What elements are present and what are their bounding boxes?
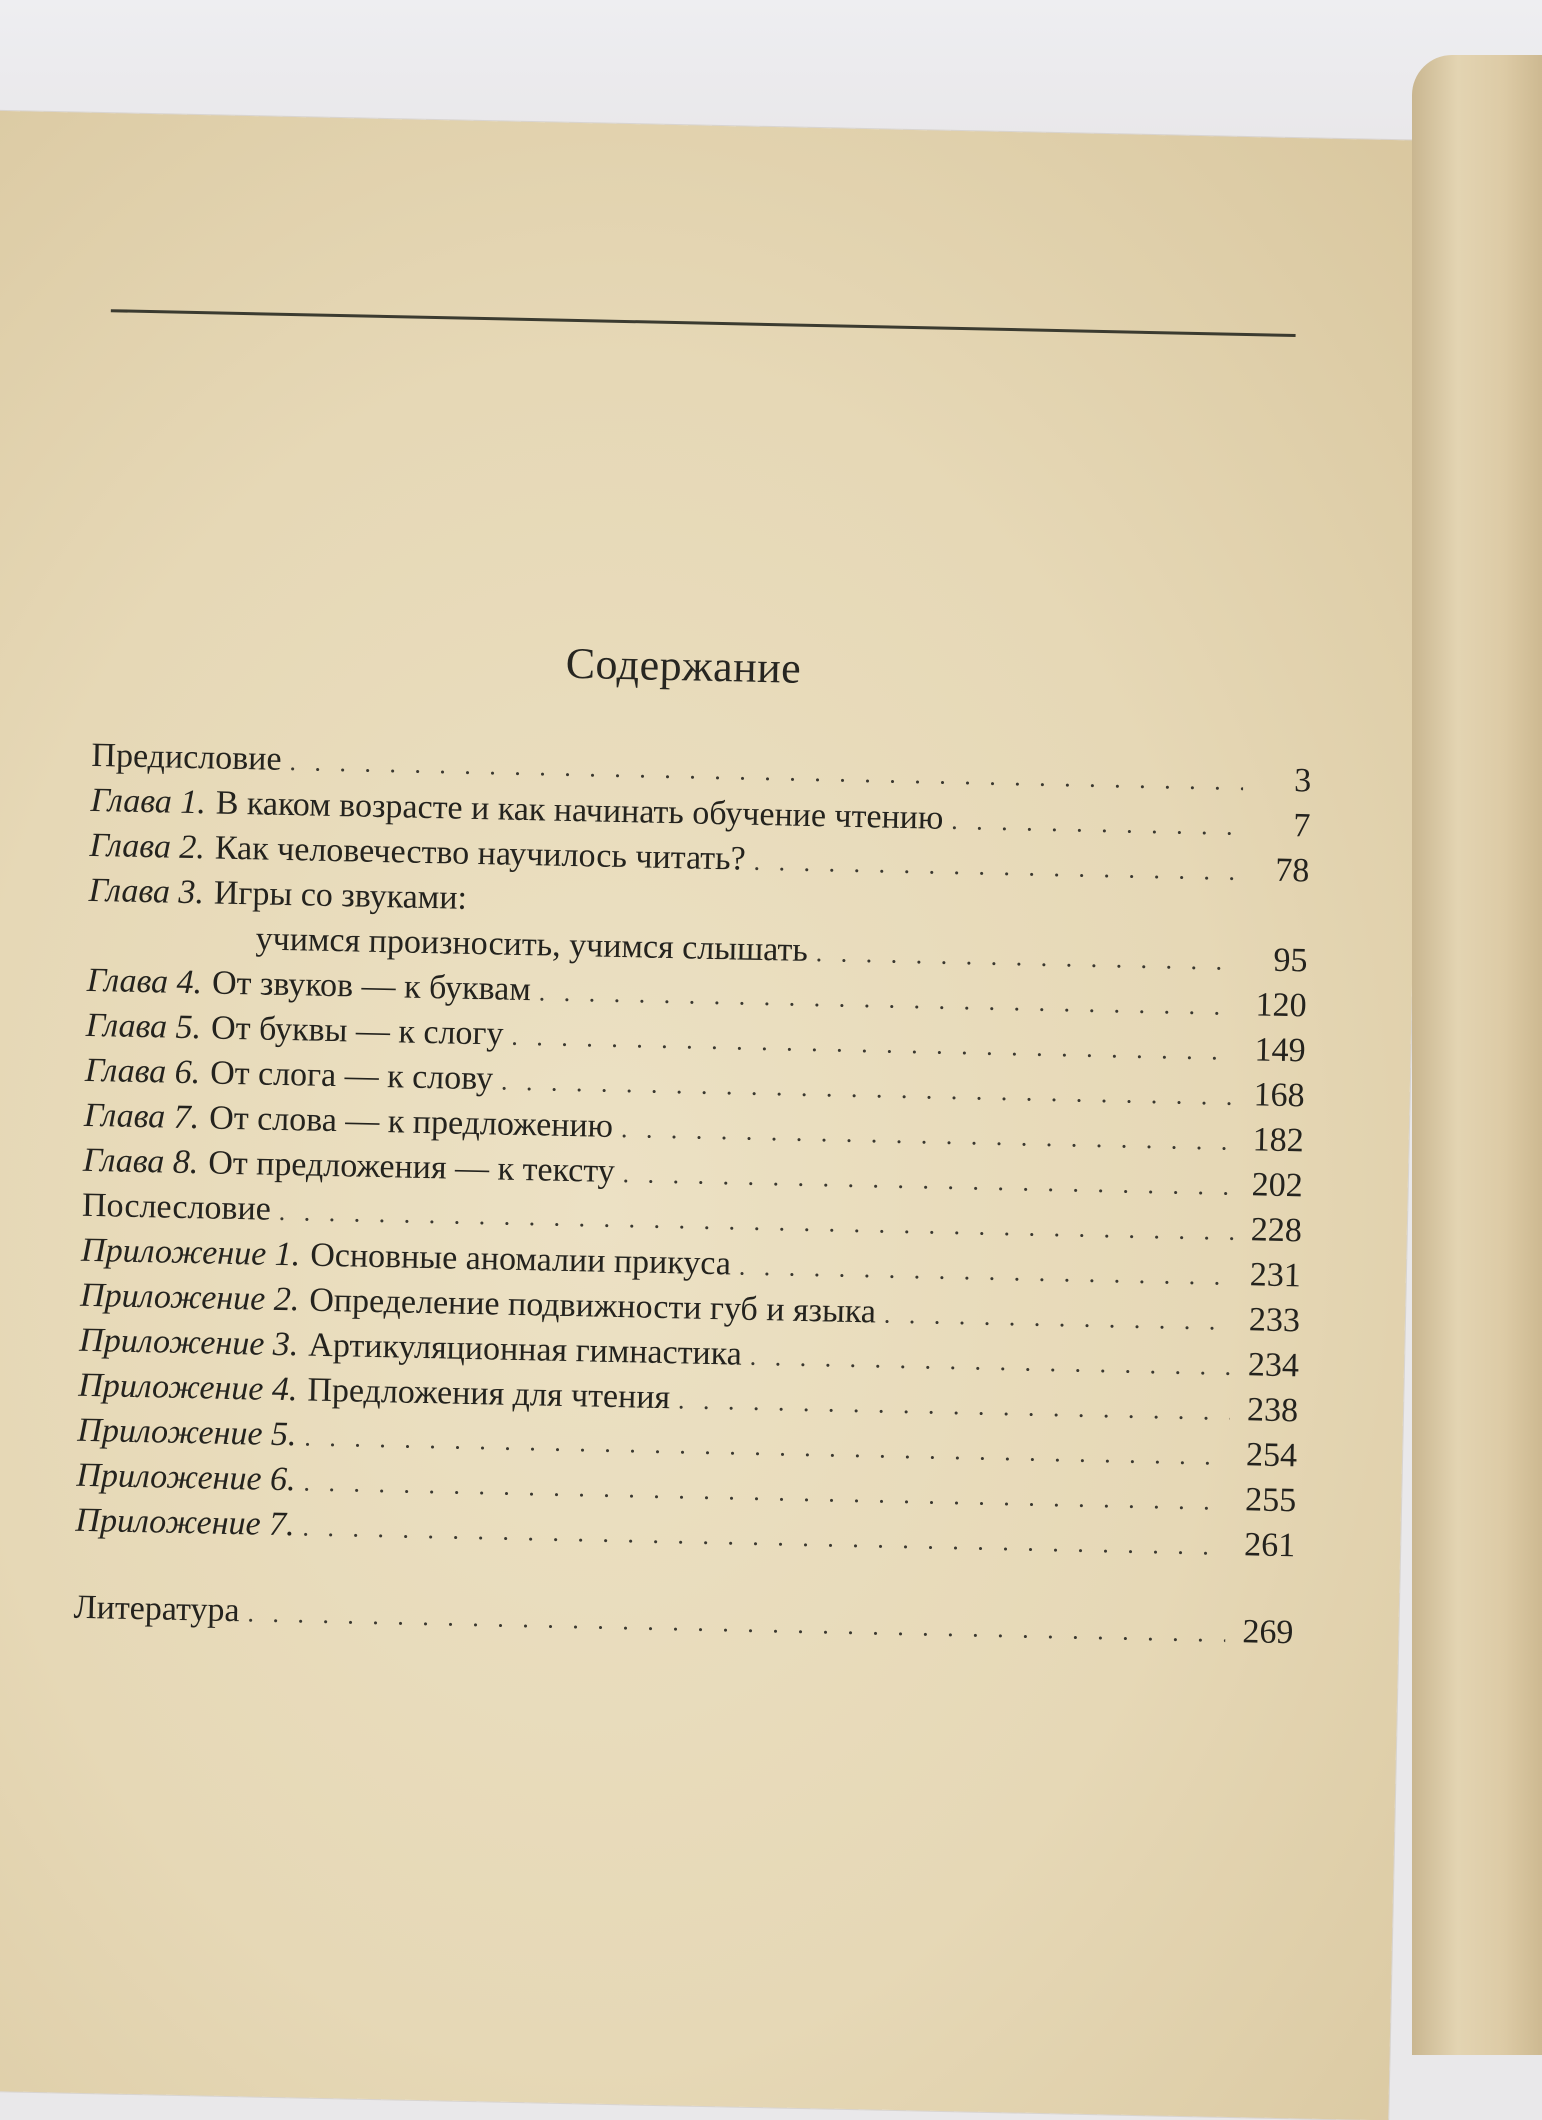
toc-entry	[73, 1585, 1294, 1656]
header-rule	[111, 309, 1296, 337]
toc-entry-label: Глава 6.	[84, 1051, 201, 1092]
toc-page-number: 231	[1249, 1256, 1302, 1295]
toc-page-number: 202	[1251, 1166, 1304, 1205]
dot-leader	[951, 798, 1243, 849]
toc-page-number: 120	[1255, 986, 1307, 1025]
toc-entry-label: Приложение 7.	[75, 1501, 296, 1544]
dot-leader	[883, 1292, 1232, 1344]
toc-entry-text: Игры со звуками:	[213, 874, 468, 917]
toc-page-number: 168	[1253, 1076, 1306, 1115]
toc-page-number: 238	[1246, 1391, 1299, 1430]
table-of-contents	[73, 733, 1312, 1655]
toc-page-number: 182	[1252, 1121, 1305, 1160]
toc-entry-label: Приложение 6.	[76, 1456, 296, 1499]
toc-entry-label: Приложение 5.	[76, 1411, 297, 1454]
toc-page-number: 261	[1243, 1526, 1296, 1565]
toc-page-number: 149	[1254, 1031, 1306, 1070]
toc-entry-text: От предложения — к тексту	[207, 1144, 616, 1190]
toc-entry-label: Приложение 2.	[79, 1276, 300, 1319]
toc-entry-text: Предложения для чтения	[307, 1371, 671, 1417]
toc-entry-label: Глава 2.	[89, 826, 206, 867]
next-page-edge	[1412, 55, 1542, 2055]
toc-entry-text: От слога — к слову	[209, 1054, 494, 1098]
toc-entry-label: Глава 1.	[90, 781, 207, 822]
toc-entry-text: В каком возрасте и как начинать обучение чтению	[215, 784, 944, 837]
toc-entry-text: Основные аномалии прикуса	[309, 1236, 732, 1283]
toc-page-number: 7	[1292, 807, 1311, 845]
toc-page-number: 234	[1247, 1346, 1300, 1385]
toc-entry-text: Послесловие	[81, 1186, 272, 1228]
toc-entry-text: От буквы — к слогу	[210, 1009, 504, 1053]
toc-title: Содержание	[565, 638, 802, 693]
toc-entry-label: Приложение 3.	[78, 1321, 299, 1364]
toc-entry-text: Артикуляционная гимнастика	[308, 1326, 743, 1373]
dot-leader	[247, 1590, 1226, 1655]
toc-entry-label: Глава 8.	[82, 1141, 199, 1182]
book-page	[0, 110, 1430, 2120]
toc-entry-text: Предисловие	[91, 736, 282, 778]
toc-entry-label: Глава 4.	[86, 961, 203, 1002]
toc-page-number: 254	[1245, 1436, 1298, 1475]
toc-entry-label: Приложение 4.	[77, 1366, 298, 1409]
toc-entry-text: Как человечество научилось читать?	[214, 829, 747, 878]
toc-page-number: 3	[1293, 762, 1312, 800]
toc-entry-label: Глава 5.	[85, 1006, 202, 1047]
toc-page-number: 78	[1274, 851, 1310, 890]
toc-entry-text: Литература	[73, 1588, 240, 1630]
toc-entry-text: От слова — к предложению	[208, 1099, 614, 1145]
toc-page-number: 228	[1250, 1211, 1303, 1250]
toc-entry-label: Глава 3.	[88, 871, 205, 912]
toc-entry-text: От звуков — к буквам	[211, 964, 532, 1009]
toc-page-number: 269	[1242, 1613, 1294, 1652]
toc-page-number: 233	[1248, 1301, 1301, 1340]
toc-page-number: 255	[1244, 1481, 1297, 1520]
toc-entry-text: учимся произносить, учимся слышать	[255, 920, 809, 969]
toc-entry-text: Определение подвижности губ и языка	[308, 1281, 877, 1331]
toc-entry-label: Приложение 1.	[80, 1231, 301, 1274]
toc-page-number: 95	[1273, 941, 1308, 980]
toc-entry-label: Глава 7.	[83, 1096, 200, 1137]
